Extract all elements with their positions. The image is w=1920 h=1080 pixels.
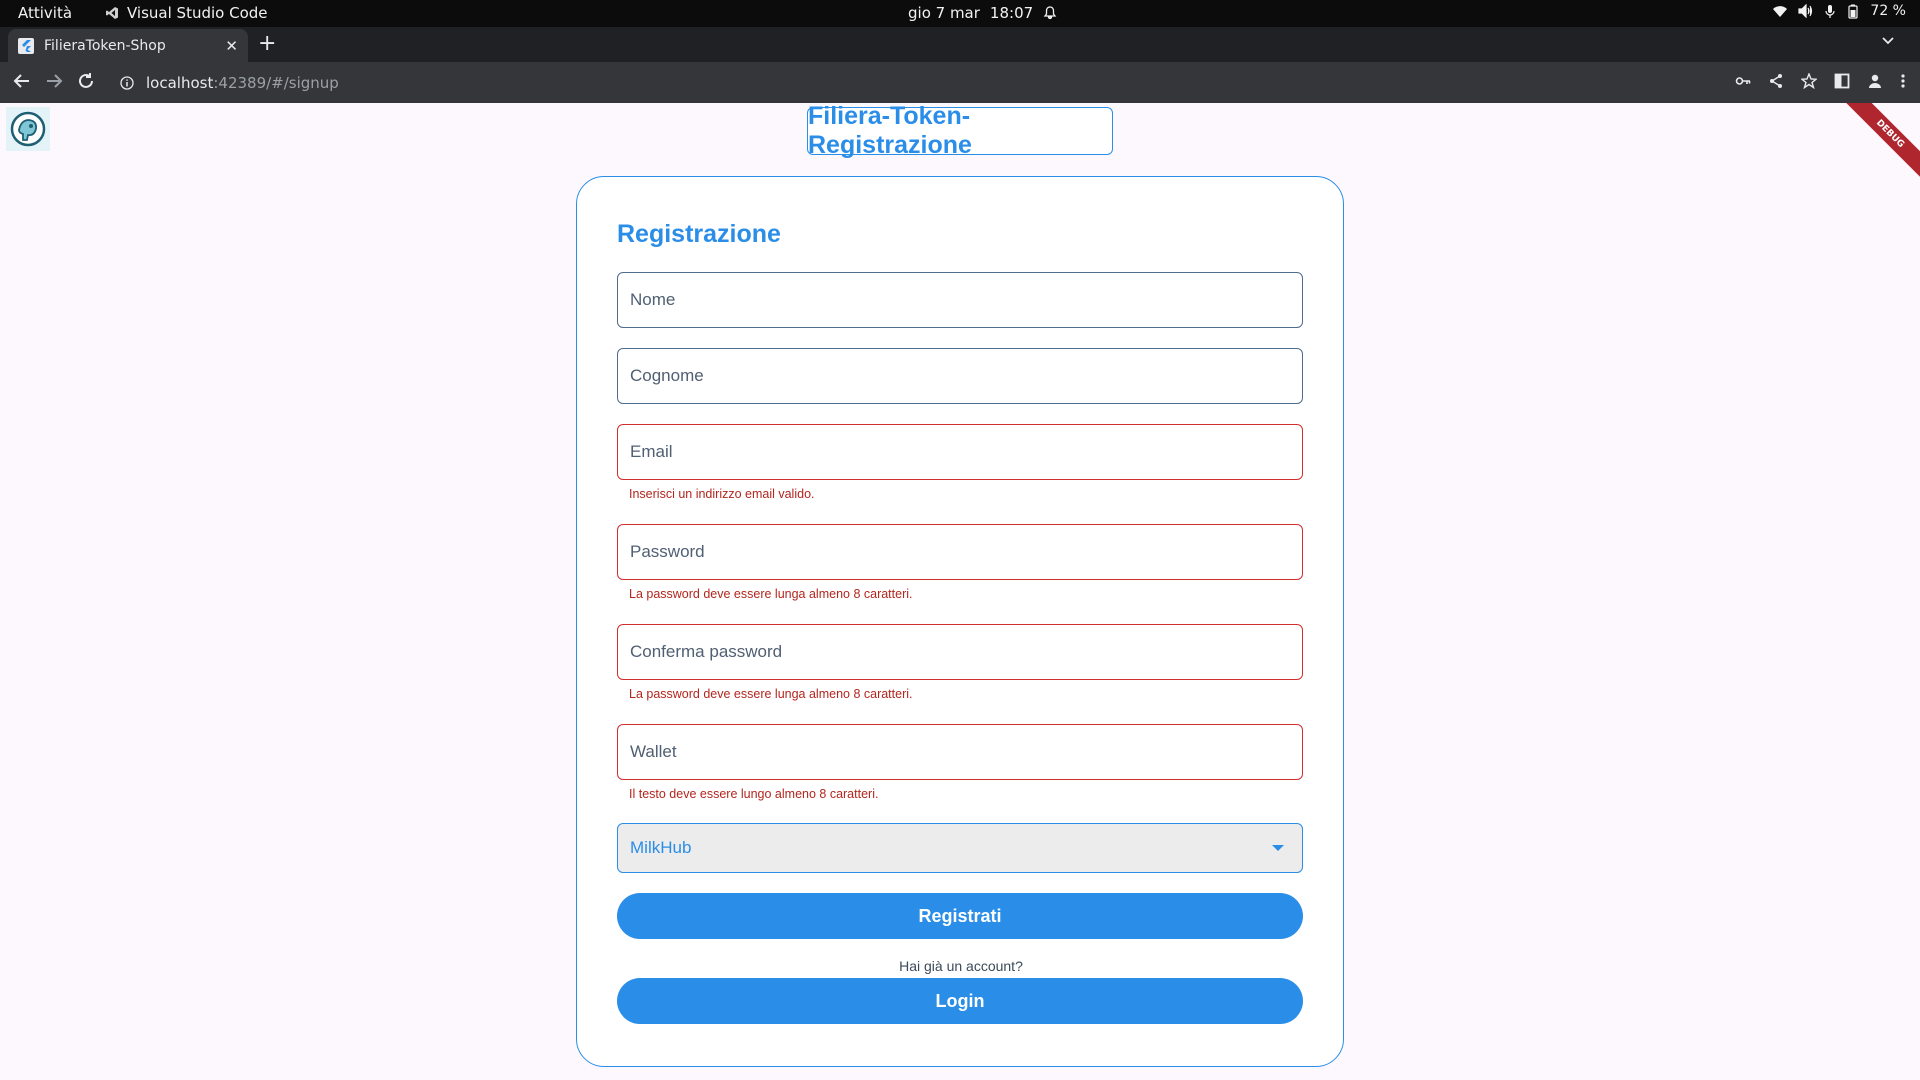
share-icon[interactable] [1768,73,1784,89]
debug-banner: DEBUG [1841,103,1920,183]
site-info-icon[interactable] [120,76,134,90]
signup-card [576,176,1344,1067]
tab-search-chevron-icon[interactable] [1882,37,1894,45]
wallet-input[interactable] [630,742,1302,762]
tab-close-icon[interactable]: ✕ [225,36,238,55]
browser-toolbar [0,62,1920,103]
clock-date: gio 7 mar [908,4,980,22]
login-button[interactable]: Login [617,978,1303,1024]
cognome-field[interactable] [617,348,1303,404]
confirm-password-error-message: La password deve essere lunga almeno 8 caratteri. [629,687,913,701]
wallet-error-message: Il testo deve essere lungo almeno 8 caratteri. [629,787,879,801]
address-bar[interactable] [110,66,1710,99]
active-app-name: Visual Studio Code [127,4,268,22]
battery-percentage: 72 % [1870,3,1906,19]
microphone-icon [1824,4,1836,19]
page-title: Filiera-Token-Registrazione [807,107,1113,155]
forward-arrow-icon[interactable] [45,72,63,90]
email-error-message: Inserisci un indirizzo email valido. [629,487,815,501]
nome-field[interactable] [617,272,1303,328]
browser-tab-strip [0,27,1920,62]
system-tray[interactable] [1772,3,1906,19]
notification-bell-icon [1043,6,1057,20]
activities-button[interactable]: Attività [18,4,73,22]
volume-icon [1798,4,1814,18]
back-arrow-icon[interactable] [13,72,31,90]
role-dropdown-value: MilkHub [630,838,692,857]
have-account-text: Hai già un account? [899,958,1023,974]
browser-tab-active[interactable] [8,29,248,62]
battery-icon [1846,4,1860,19]
key-icon[interactable] [1735,73,1751,89]
wallet-field[interactable] [617,724,1303,780]
email-field[interactable] [617,424,1303,480]
system-top-bar [0,0,1920,27]
tab-title: FilieraToken-Shop [44,37,166,54]
flutter-favicon-icon [18,38,34,54]
clock-time: 18:07 [989,4,1034,22]
more-menu-icon[interactable] [1900,73,1906,89]
dropdown-arrow-icon [1272,845,1284,851]
new-tab-button[interactable]: + [258,31,277,56]
active-app-menu[interactable] [105,4,268,22]
confirm-password-input[interactable] [630,642,1302,662]
vscode-icon [105,6,119,20]
app-logo[interactable] [6,107,50,151]
password-error-message: La password deve essere lunga almeno 8 caratteri. [629,587,913,601]
filiera-logo-icon [9,110,47,148]
wifi-icon [1772,4,1788,18]
reload-icon[interactable] [77,72,95,90]
role-dropdown[interactable] [617,823,1303,873]
register-button[interactable]: Registrati [617,893,1303,939]
password-field[interactable] [617,524,1303,580]
url-text [146,74,339,92]
url-host: localhost [146,73,214,92]
url-path: :42389/#/signup [213,73,339,92]
profile-icon[interactable] [1867,73,1883,89]
side-panel-icon[interactable] [1834,73,1850,89]
confirm-password-field[interactable] [617,624,1303,680]
email-input[interactable] [630,442,1302,462]
toolbar-actions [1735,73,1906,89]
app-viewport [0,103,1920,1080]
bookmark-star-icon[interactable] [1801,73,1817,89]
nome-input[interactable] [630,290,1302,310]
form-title: Registrazione [617,220,781,248]
password-input[interactable] [630,542,1302,562]
cognome-input[interactable] [630,366,1302,386]
clock[interactable] [908,4,1057,22]
